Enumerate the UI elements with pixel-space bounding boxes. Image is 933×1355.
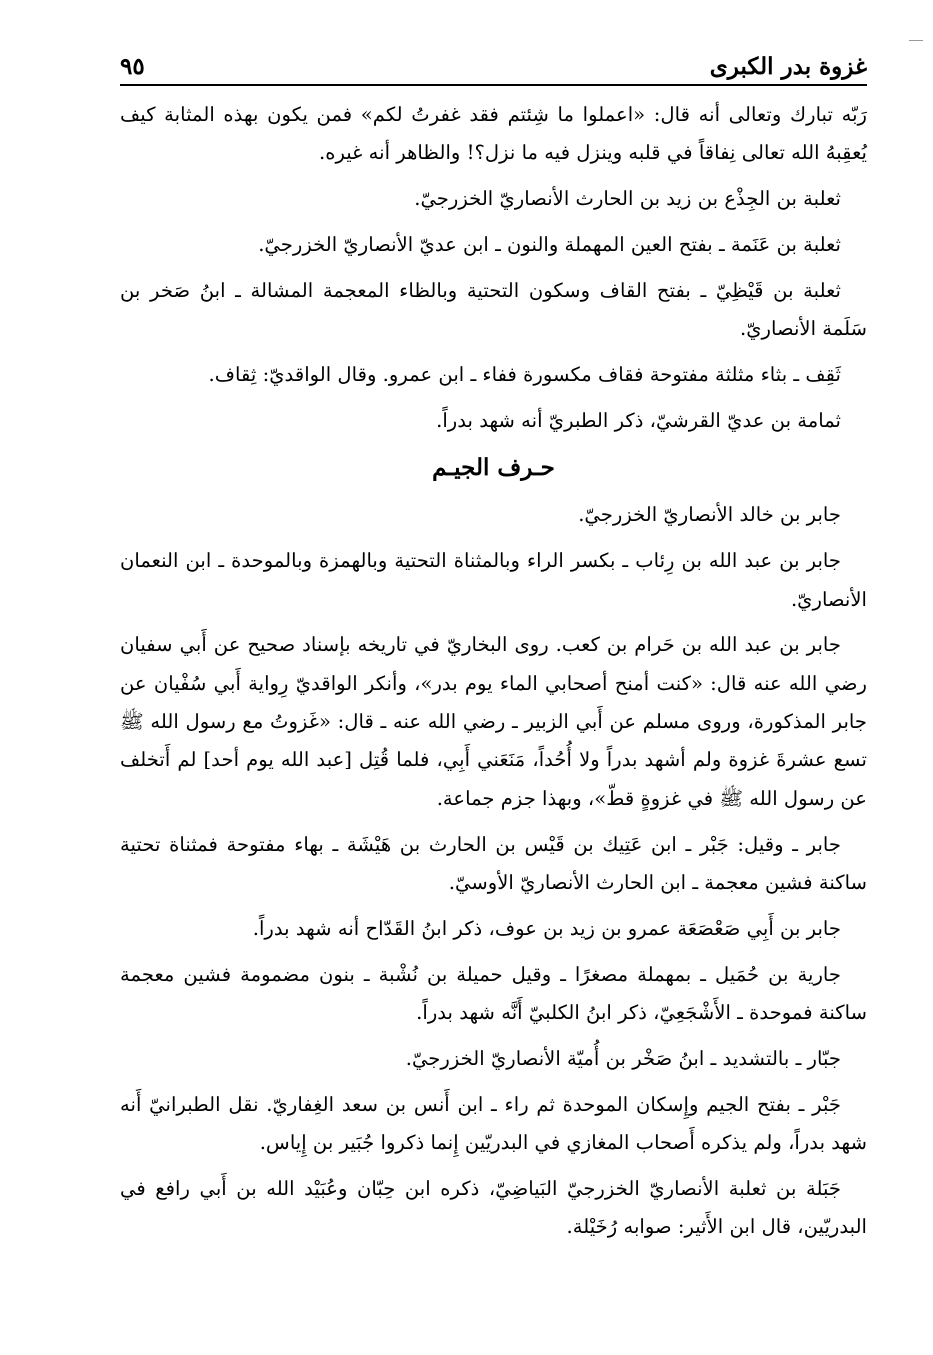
paragraph: جَبْر ـ بفتح الجيم وإِسكان الموحدة ثم راء ـ ابن أَنس بن سعد الغِفاريّ. نقل الطبرانيّ أَنه شهد بدراً، ولم يذكره أَصحاب المغازي في البدريّين إِنما ذكروا جُبَير بن إِياس.	[120, 1092, 867, 1154]
paragraph: ثعلبة بن الجِذْع بن زيد بن الحارث الأنصاريّ الخزرجيّ.	[414, 187, 841, 211]
paragraph: ثعلبة بن قَيْظِيّ ـ بفتح القاف وسكون التحتية وبالظاء المعجمة المشالة ـ ابنُ صَخر بن سَلَمة الأنصاريّ.	[120, 278, 867, 341]
paragraph: جبّار ـ بالتشديد ـ ابنُ صَخْر بن أُميّة الأنصاريّ الخزرجيّ.	[405, 1046, 841, 1070]
paragraph: ثعلبة بن عَنَمة ـ بفتح العين المهملة والنون ـ ابن عديّ الأنصاريّ الخزرجيّ.	[258, 233, 841, 257]
paragraph: جابر ـ وقيل: جَبْر ـ ابن عَتِيك بن قَيْس بن الحارث بن هَيْشَة ـ بهاء مفتوحة فمثناة تحتية ساكنة فشين معجمة ـ ابن الحارث الأنصاريّ الأوسيّ.	[120, 832, 867, 894]
page-number: ٩٥	[120, 53, 145, 80]
paragraph: جابر بن عبد الله بن رِئاب ـ بكسر الراء وبالمثناة التحتية وبالهمزة وبالموحدة ـ ابن النعمان الأنصاريّ.	[120, 549, 867, 611]
section-heading: حـرف الجيـم	[432, 454, 555, 482]
running-head: غزوة بدر الكبرى	[709, 53, 867, 80]
paragraph: ثمامة بن عديّ القرشيّ، ذكر الطبريّ أنه شهد بدراً.	[436, 409, 841, 433]
paragraph: جابر بن أَبِي صَعْصَعَة عمرو بن زيد بن عوف، ذكر ابنُ القَدّاح أنه شهد بدراً.	[252, 916, 841, 940]
paragraph: ثَقِف ـ بثاء مثلثة مفتوحة فقاف مكسورة ففاء ـ ابن عمرو. وقال الواقديّ: ثِقاف.	[208, 363, 841, 387]
paragraph: رَبّه تبارك وتعالى أنه قال: «اعملوا ما شِئتم فقد غفرتُ لكم» فمن يكون بهذه المثابة كيف يُعقِبهُ الله تعالى نِفاقاً في قلبه وينزل فيه ما نزل؟! والظاهر أنه غيره.	[120, 103, 867, 165]
paragraph: جارية بن حُمَيل ـ بمهملة مصغرًا ـ وقيل حميلة بن نُشْبة ـ بنون مضمومة فشين معجمة ساكنة فموحدة ـ الأَشْجَعِيّ، ذكر ابنُ الكلبيّ أَنَّه شهد بدراً.	[120, 962, 867, 1024]
header-rule	[120, 84, 867, 86]
paragraph: جَبَلة بن ثعلبة الأنصاريّ الخزرجيّ البَياضِيّ، ذكره ابن حِبّان وعُبَيْد الله بن أَبي رافع في البدريّين، قال ابن الأَثير: صوابه رُخَيْلة.	[120, 1176, 867, 1239]
page-body	[120, 96, 867, 1254]
page-header	[120, 40, 867, 80]
paragraph: جابر بن عبد الله بن حَرام بن كعب. روى البخاريّ في تاريخه بإسناد صحيح عن أَبي سفيان رضي الله عنه قال: «كنت أمنح أصحابي الماء يوم بدر»، وأنكر الواقديّ رِواية أَبي سُفْيان عن جابر المذكورة، وروى مسلم عن أَبي الزبير ـ رضي الله عنه ـ قال: «غَزوتُ مع رسول الله ﷺ تسع عشرةَ غزوة ولم أشهد بدراً ولا أُحُداً، مَنَعَني أَبِي، فلما قُتِل [عبد الله يوم أحد] لم أَتخلف عن رسول الله ﷺ في غزوةٍ قطّ»، وبهذا جزم جماعة.	[120, 633, 867, 810]
paragraph: جابر بن خالد الأنصاريّ الخزرجيّ.	[578, 503, 841, 527]
corner-mark	[909, 40, 923, 41]
